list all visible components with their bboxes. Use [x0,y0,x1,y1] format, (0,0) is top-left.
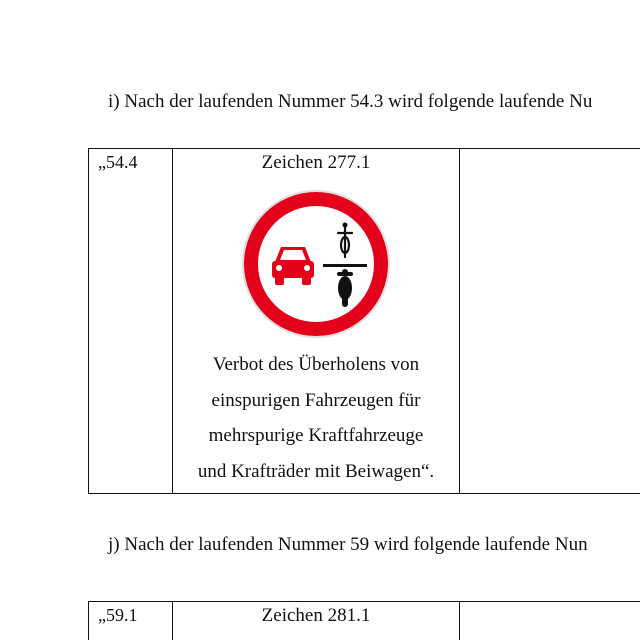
number-cell [89,602,173,640]
sign-description [173,347,459,489]
description-line: und Krafträder mit Beiwagen“. [197,460,435,482]
description-line: mehrspurige Kraftfahrzeuge [208,425,424,446]
description-line: einspurigen Fahrzeugen für [211,389,421,411]
regulation-table-59-1 [88,601,640,640]
sign-title: Zeichen 277.1 [261,152,371,173]
no-overtaking-sign-icon [241,189,391,339]
sign-cell [173,149,460,493]
paragraph-i: i) Nach der laufenden Nummer 54.3 wird folgende laufende Nu [108,91,593,112]
empty-cell [460,149,640,493]
regulation-table-54-4 [88,148,640,494]
paragraph-j: j) Nach der laufenden Nummer 59 wird folgende laufende Nun [108,534,588,555]
sign-cell [173,602,460,640]
description-line: Verbot des Überholens von [212,354,420,375]
entry-number: „59.1 [98,605,138,625]
sign-title: Zeichen 281.1 [261,605,371,626]
empty-cell [460,602,640,640]
number-cell [89,149,173,493]
entry-number: „54.4 [98,152,138,172]
